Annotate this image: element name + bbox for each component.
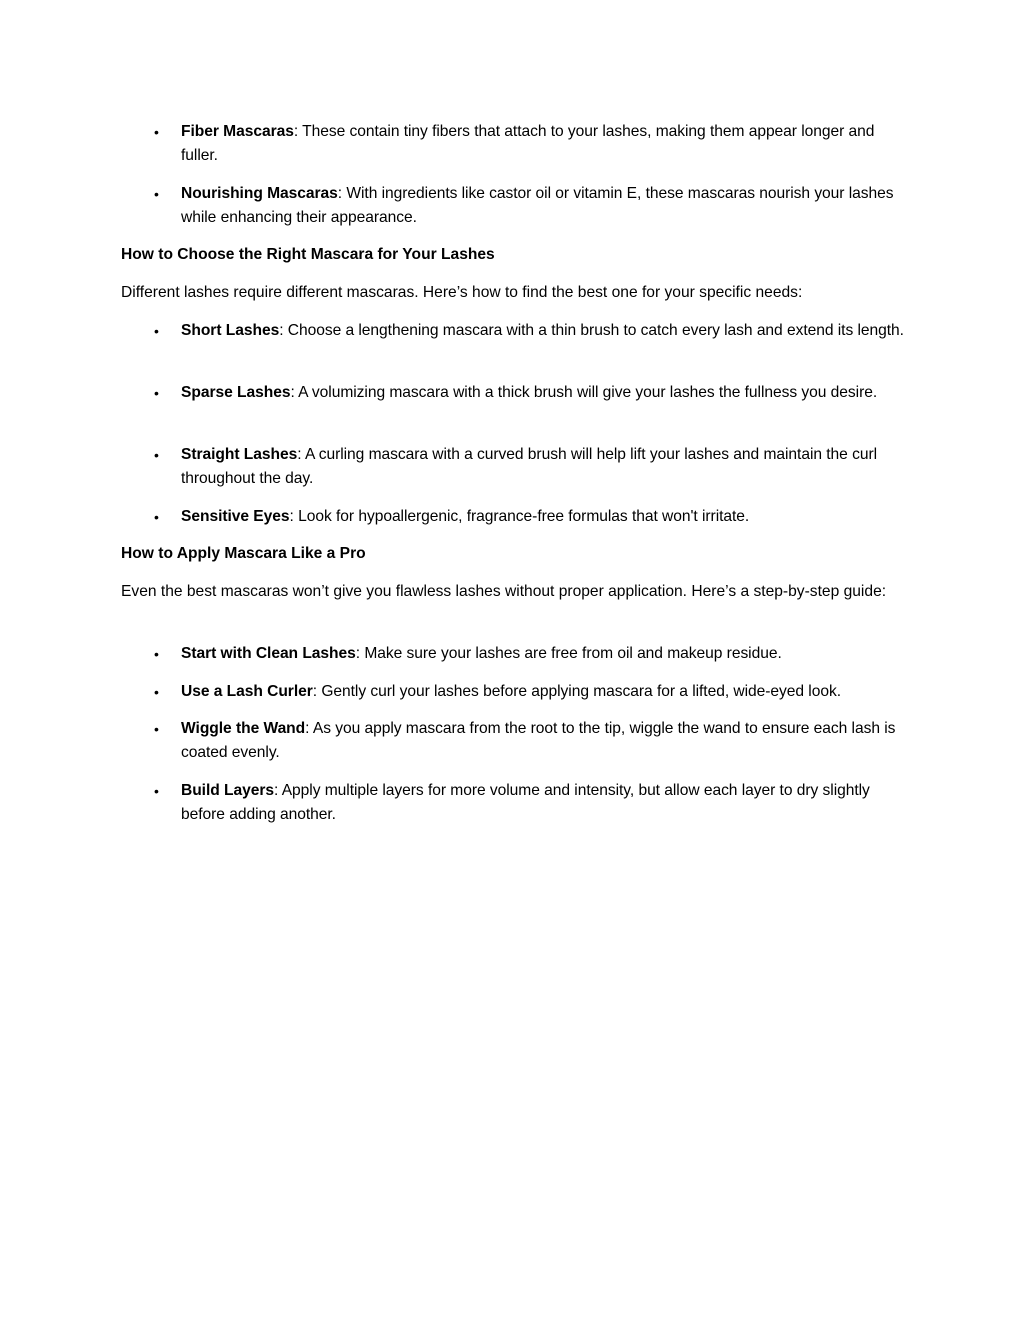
bullet-icon: • [154,783,159,799]
bullet-icon: • [154,447,159,463]
list-item-text [181,642,906,666]
list-item-term: Use a Lash Curler [181,683,313,700]
list-item-description: : These contain tiny fibers that attach to your lashes, making them appear longer and fuller. [181,123,875,164]
list-item-text [181,381,906,405]
list-item-term: Straight Lashes [181,446,298,463]
bullet-icon: • [154,186,159,202]
list-item-description: : Apply multiple layers for more volume and intensity, but allow each layer to dry slightly before adding another. [181,782,870,823]
bullet-icon: • [154,385,159,401]
list-item-term: Build Layers [181,782,274,799]
list-item-term: Fiber Mascaras [181,123,294,140]
section-intro: Even the best mascaras won’t give you flawless lashes without proper application. Here’s a step-by-step guide: [121,583,887,600]
list-item-term: Start with Clean Lashes [181,645,356,662]
list-item-term: Wiggle the Wand [181,720,306,737]
list-item-description: : Make sure your lashes are free from oil and makeup residue. [355,645,782,662]
list-item-text [181,319,906,343]
list-item-description: : A curling mascara with a curved brush will help lift your lashes and maintain the curl throughout the day. [181,446,878,487]
list-item-term: Short Lashes [181,322,280,339]
list-item-description: : Look for hypoallergenic, fragrance-free formulas that won't irritate. [289,508,750,525]
bullet-icon: • [154,721,159,737]
section-intro: Different lashes require different mascaras. Here’s how to find the best one for your specific needs: [121,284,803,301]
list-item-text [181,120,906,168]
list-item-text [181,182,906,230]
bullet-icon: • [154,323,159,339]
list-item-term: Nourishing Mascaras [181,185,338,202]
list-item-description: : Gently curl your lashes before applying mascara for a lifted, wide-eyed look. [312,683,841,700]
bullet-icon: • [154,509,159,525]
list-item-text [181,443,906,491]
list-item-term: Sensitive Eyes [181,508,290,525]
list-item-description: : With ingredients like castor oil or vitamin E, these mascaras nourish your lashes while enhancing their appearance. [181,185,894,226]
bullet-icon: • [154,646,159,662]
list-item-description: : As you apply mascara from the root to the tip, wiggle the wand to ensure each lash is coated evenly. [181,720,896,761]
list-item-description: : Choose a lengthening mascara with a thin brush to catch every lash and extend its length. [279,322,904,339]
bullet-icon: • [154,684,159,700]
list-item-text [181,505,906,529]
list-item-text [181,680,906,704]
list-item-term: Sparse Lashes [181,384,291,401]
list-item-text [181,717,906,765]
list-item-text [181,779,906,827]
section-heading: How to Choose the Right Mascara for Your Lashes [121,246,495,263]
section-heading: How to Apply Mascara Like a Pro [121,545,366,562]
bullet-icon: • [154,124,159,140]
list-item-description: : A volumizing mascara with a thick brush will give your lashes the fullness you desire. [290,384,878,401]
